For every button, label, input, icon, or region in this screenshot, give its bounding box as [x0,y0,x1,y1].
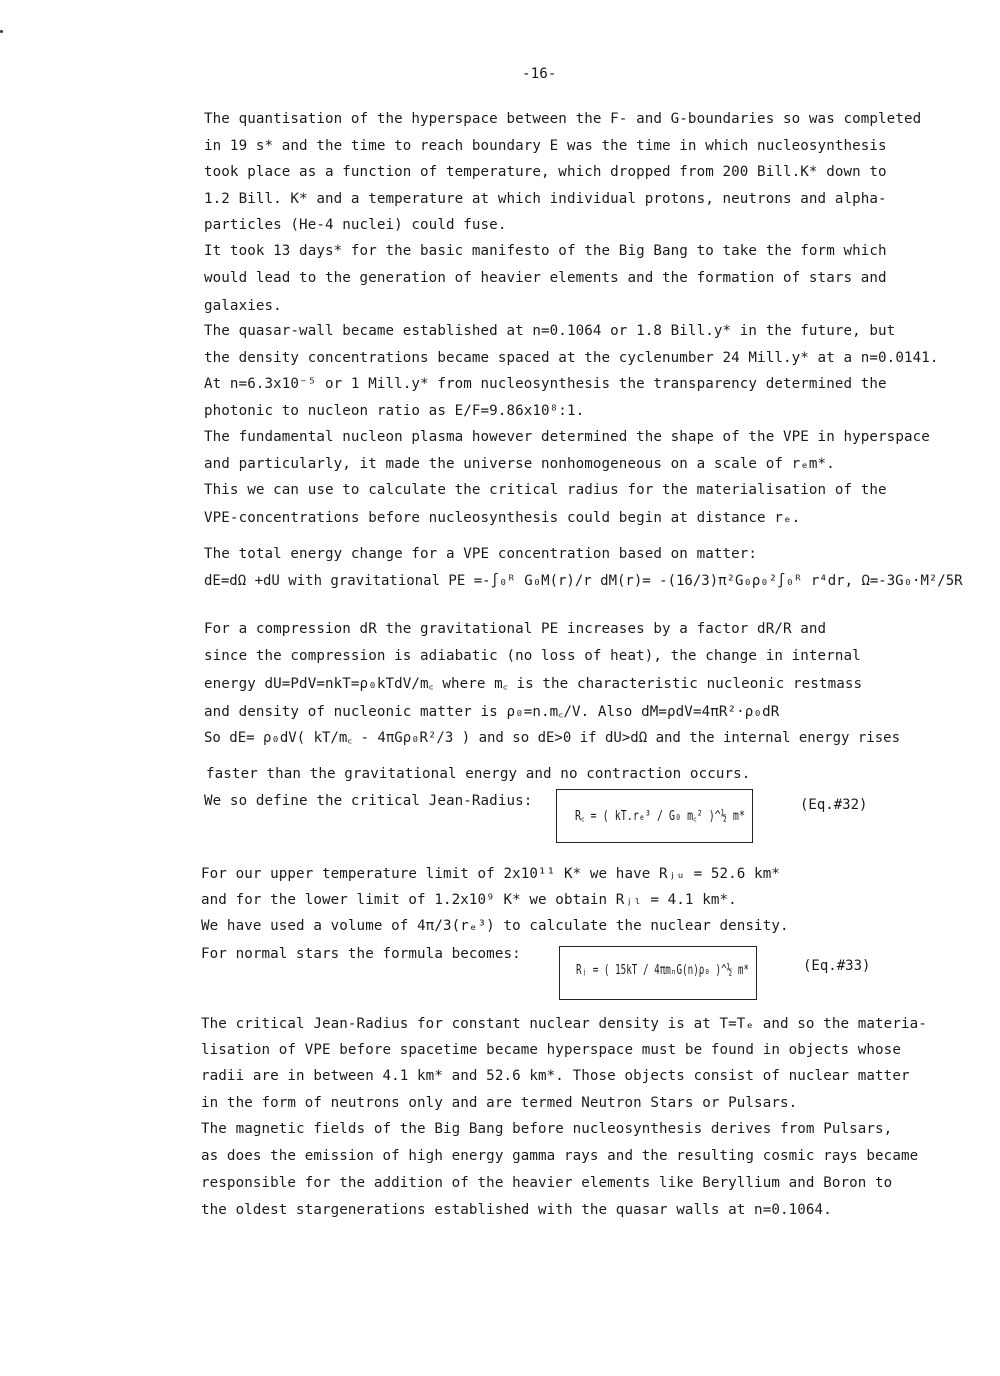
text-line: The magnetic fields of the Big Bang before nucleosynthesis derives from Pulsars, [201,1121,893,1137]
text-line: took place as a function of temperature, which dropped from 200 Bill.K* down to [204,164,887,180]
text-line: radii are in between 4.1 km* and 52.6 km*. Those objects consist of nuclear matter [201,1068,910,1084]
text-line: in the form of neutrons only and are termed Neutron Stars or Pulsars. [201,1095,798,1111]
text-line: energy dU=PdV=nkT=ρ₀kTdV/m꜀ where m꜀ is the characteristic nucleonic restmass [204,676,863,692]
eq33-label: (Eq.#33) [803,958,871,974]
eq33-formula: Rⱼ = ( 15kT / 4πmₙG(n)ρ₀ )^½ m* [576,963,750,978]
text-line: We so define the critical Jean-Radius: [204,793,533,809]
text-line: This we can use to calculate the critical radius for the materialisation of the [204,482,887,498]
eq32-formula: R꜀ = ( kT.rₑ³ / G₀ m꜀² )^½ m* [575,808,745,824]
eq32-box [556,789,753,843]
text-line: VPE-concentrations before nucleosynthesis could begin at distance rₑ. [204,510,801,526]
text-line: For normal stars the formula becomes: [201,946,521,962]
energy-change-equation: So dE= ρ₀dV( kT/m꜀ - 4πGρ₀R²/3 ) and so dE>0 if dU>dΩ and the internal energy rises [204,730,900,746]
text-line: in 19 s* and the time to reach boundary E was the time in which nucleosynthesis [204,138,887,154]
page-number: -16- [522,66,557,82]
text-line: particles (He-4 nuclei) could fuse. [204,217,507,233]
energy-equation: dE=dΩ +dU with gravitational PE =-∫₀ᴿ G₀M(r)/r dM(r)= -(16/3)π²G₀ρ₀²∫₀ᴿ r⁴dr, Ω=-3G₀·M²/5R [204,573,963,589]
text-line: photonic to nucleon ratio as E/F=9.86x10⁸:1. [204,403,585,419]
eq33-box [559,946,757,1000]
text-line: faster than the gravitational energy and no contraction occurs. [206,766,751,782]
scan-speck [0,30,3,33]
text-line: The quasar-wall became established at n=0.1064 or 1.8 Bill.y* in the future, but [204,323,896,339]
text-line: The quantisation of the hyperspace between the F- and G-boundaries so was completed [204,111,922,127]
text-line: For a compression dR the gravitational PE increases by a factor dR/R and [204,621,827,637]
text-line: The total energy change for a VPE concentration based on matter: [204,546,758,562]
text-line: At n=6.3x10⁻⁵ or 1 Mill.y* from nucleosynthesis the transparency determined the [204,376,887,392]
text-line: The fundamental nucleon plasma however determined the shape of the VPE in hyperspace [204,429,930,445]
text-line: For our upper temperature limit of 2x10¹¹ K* we have Rⱼᵤ = 52.6 km* [201,866,780,882]
text-line: and particularly, it made the universe nonhomogeneous on a scale of rₑm*. [204,456,835,472]
text-line: and for the lower limit of 1.2x10⁹ K* we obtain Rⱼₗ = 4.1 km*. [201,892,737,908]
text-line: as does the emission of high energy gamma rays and the resulting cosmic rays became [201,1148,919,1164]
text-line: lisation of VPE before spacetime became hyperspace must be found in objects whose [201,1042,901,1058]
text-line: 1.2 Bill. K* and a temperature at which individual protons, neutrons and alpha- [204,191,887,207]
text-line: We have used a volume of 4π/3(rₑ³) to calculate the nuclear density. [201,918,789,934]
text-line: the density concentrations became spaced at the cyclenumber 24 Mill.y* at a n=0.0141. [204,350,939,366]
text-line: the oldest stargenerations established with the quasar walls at n=0.1064. [201,1202,832,1218]
text-line: The critical Jean-Radius for constant nuclear density is at T=Tₑ and so the materia- [201,1016,927,1032]
text-line: responsible for the addition of the heavier elements like Beryllium and Boron to [201,1175,893,1191]
text-line: galaxies. [204,298,282,314]
text-line: would lead to the generation of heavier elements and the formation of stars and [204,270,887,286]
eq32-label: (Eq.#32) [800,797,868,813]
text-line: It took 13 days* for the basic manifesto of the Big Bang to take the form which [204,243,887,259]
text-line: and density of nucleonic matter is ρ₀=n.m꜀/V. Also dM=ρdV=4πR²·ρ₀dR [204,704,780,720]
text-line: since the compression is adiabatic (no loss of heat), the change in internal [204,648,861,664]
